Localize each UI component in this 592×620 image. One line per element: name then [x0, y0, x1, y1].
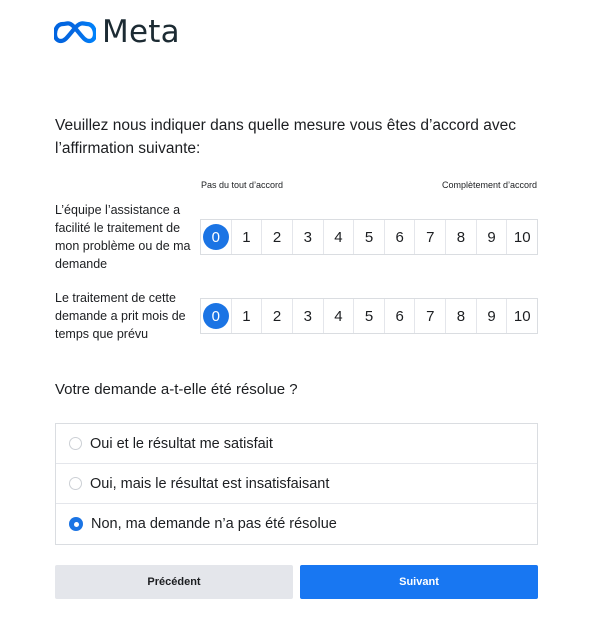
- previous-button[interactable]: Précédent: [55, 565, 293, 599]
- rating-value: 3: [303, 228, 312, 246]
- rating-option-5[interactable]: [354, 220, 385, 254]
- resolved-options: [55, 423, 538, 545]
- option-label: Oui, mais le résultat est insatisfaisant: [90, 475, 330, 492]
- rating-option-3[interactable]: [293, 220, 324, 254]
- rating-value: 1: [242, 228, 251, 246]
- rating-option-9[interactable]: [477, 220, 508, 254]
- rating-value: 10: [513, 228, 531, 246]
- rating-value: 6: [395, 307, 404, 325]
- rating-option-9[interactable]: [477, 299, 508, 333]
- scale-min-label: Pas du tout d’accord: [201, 180, 284, 190]
- rating-value: 9: [487, 228, 496, 246]
- rating-scale-1[interactable]: [200, 219, 538, 255]
- rating-option-7[interactable]: [415, 299, 446, 333]
- rating-scale-2[interactable]: [200, 298, 538, 334]
- rating-option-4[interactable]: [324, 220, 355, 254]
- resolved-option-yes-satisfied[interactable]: [56, 424, 537, 464]
- rating-option-6[interactable]: [385, 299, 416, 333]
- meta-wordmark: Meta: [102, 14, 180, 50]
- rating-value: 8: [456, 228, 466, 246]
- rating-option-3[interactable]: [293, 299, 324, 333]
- rating-option-2[interactable]: [262, 220, 293, 254]
- resolved-option-not-resolved[interactable]: [56, 504, 537, 544]
- rating-value: 8: [456, 307, 466, 325]
- rating-value: 10: [513, 307, 531, 325]
- next-button[interactable]: Suivant: [300, 565, 538, 599]
- rating-option-10[interactable]: [507, 220, 537, 254]
- rating-value: 4: [334, 307, 343, 325]
- rating-option-8[interactable]: [446, 299, 477, 333]
- rating-value: 0: [203, 224, 229, 250]
- rating-option-1[interactable]: [232, 220, 263, 254]
- radio-button[interactable]: [69, 477, 82, 490]
- rating-value: 2: [272, 307, 282, 325]
- radio-button-checked[interactable]: [69, 517, 83, 531]
- resolved-option-yes-unsatisfied[interactable]: [56, 464, 537, 504]
- rating-option-1[interactable]: [232, 299, 263, 333]
- rating-value: 7: [426, 228, 435, 246]
- rating-option-7[interactable]: [415, 220, 446, 254]
- rating-value: 5: [364, 307, 374, 325]
- rating-option-6[interactable]: [385, 220, 416, 254]
- rating-value: 6: [395, 228, 404, 246]
- scale-max-label: Complètement d’accord: [441, 180, 537, 190]
- rating-option-8[interactable]: [446, 220, 477, 254]
- option-label: Non, ma demande n’a pas été résolue: [91, 516, 337, 532]
- rating-row-label-2: Le traitement de cette demande a prit mois de temps que prévu: [55, 291, 186, 341]
- rating-value: 4: [334, 228, 343, 246]
- rating-option-5[interactable]: [354, 299, 385, 333]
- rating-value: 0: [203, 303, 229, 329]
- meta-logo: [54, 14, 180, 50]
- rating-value: 3: [303, 307, 312, 325]
- rating-option-0[interactable]: [201, 299, 232, 333]
- option-label: Oui et le résultat me satisfait: [90, 435, 273, 452]
- rating-row-label-1: L’équipe l’assistance a facilité le traitement de mon problème ou de ma demande: [55, 203, 191, 271]
- rating-option-4[interactable]: [324, 299, 355, 333]
- resolved-question: Votre demande a-t-elle été résolue ?: [55, 381, 298, 398]
- rating-value: 9: [487, 307, 496, 325]
- agreement-question: Veuillez nous indiquer dans quelle mesure vous êtes d’accord avec l’affirmation suivante:: [55, 117, 516, 157]
- rating-option-0[interactable]: [201, 220, 232, 254]
- radio-button[interactable]: [69, 437, 82, 450]
- rating-option-10[interactable]: [507, 299, 537, 333]
- meta-infinity-icon: [54, 20, 96, 44]
- rating-value: 5: [364, 228, 374, 246]
- rating-value: 7: [426, 307, 435, 325]
- rating-value: 2: [272, 228, 282, 246]
- rating-option-2[interactable]: [262, 299, 293, 333]
- rating-value: 1: [242, 307, 251, 325]
